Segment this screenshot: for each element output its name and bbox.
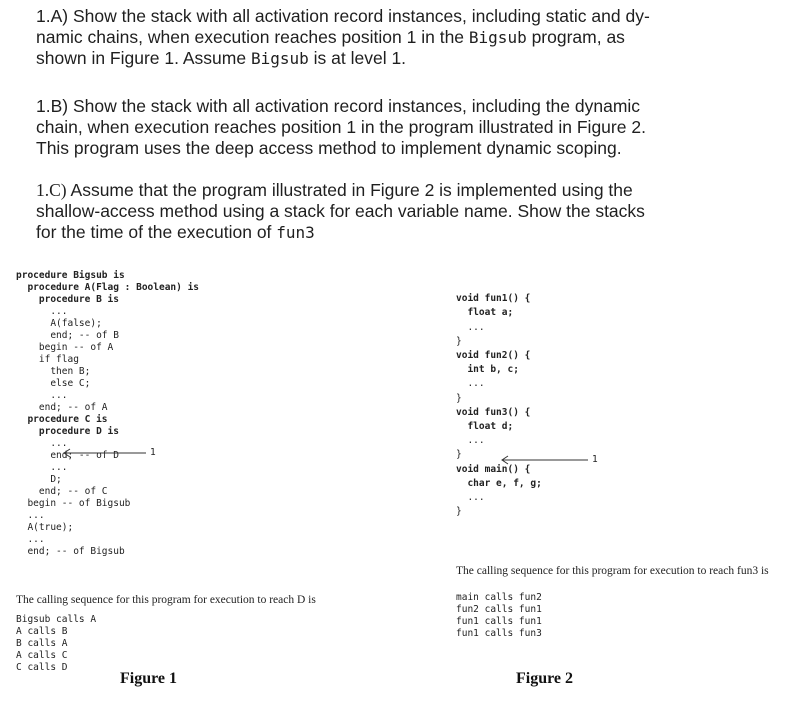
f1-line: ... xyxy=(16,534,45,545)
q1a-line-1: 1.A) Show the stack with all activation record instances, including static and dy- xyxy=(36,6,650,26)
f2-line: } xyxy=(456,392,462,404)
f1-line: procedure C is xyxy=(16,414,108,425)
f2-line: void fun1() { xyxy=(456,293,531,305)
f1-call: Bigsub calls A xyxy=(16,614,97,625)
q1a-line-3: shown in Figure 1. Assume Bigsub is at level 1. xyxy=(36,48,407,68)
question-1b xyxy=(36,96,726,159)
code-bigsub: Bigsub xyxy=(468,28,527,47)
f2-line: int b, c; xyxy=(456,364,519,376)
f1-line: ... xyxy=(16,306,68,317)
f1-line: D; xyxy=(16,474,62,485)
f1-call: A calls B xyxy=(16,626,68,637)
q1a-line-2: namic chains, when execution reaches position 1 in the Bigsub program, as xyxy=(36,27,625,47)
position-marker-fig2: 1 xyxy=(592,454,598,465)
f1-line: procedure D is xyxy=(16,426,119,437)
q1c-line-3: for the time of the execution of fun3 xyxy=(36,222,315,242)
f1-line: procedure A(Flag : Boolean) is xyxy=(16,282,200,293)
f2-line: ... xyxy=(456,321,485,333)
f1-line: begin -- of A xyxy=(16,342,114,353)
f2-call: main calls fun2 xyxy=(456,592,542,603)
f1-call: C calls D xyxy=(16,662,68,673)
f1-line: ... xyxy=(16,510,45,521)
f2-line: ... xyxy=(456,435,485,447)
f1-call: A calls C xyxy=(16,650,68,661)
f2-call: fun1 calls fun3 xyxy=(456,628,542,639)
f1-line: begin -- of Bigsub xyxy=(16,498,131,509)
f1-line: else C; xyxy=(16,378,91,389)
figure2-code xyxy=(456,278,542,548)
f1-line: procedure Bigsub is xyxy=(16,270,125,281)
q1c-line-2: shallow-access method using a stack for each variable name. Show the stacks xyxy=(36,201,645,221)
q1b-line-3: This program uses the deep access method to implement dynamic scoping. xyxy=(36,138,622,158)
f2-line: ... xyxy=(456,492,485,504)
f1-line: A(true); xyxy=(16,522,74,533)
f1-line: ... xyxy=(16,438,68,449)
f2-line: } xyxy=(456,449,462,461)
f1-line: then B; xyxy=(16,366,91,377)
f2-line: void fun2() { xyxy=(456,350,531,362)
f1-line: ... xyxy=(16,390,68,401)
f2-line: float d; xyxy=(456,421,514,433)
f2-call: fun1 calls fun1 xyxy=(456,616,542,627)
code-bigsub-2: Bigsub xyxy=(250,49,309,68)
figure2-calls xyxy=(456,592,542,640)
f2-call: fun2 calls fun1 xyxy=(456,604,542,615)
position-marker-fig1: 1 xyxy=(150,447,156,458)
q1c-line-1: 1.C) Assume that the program illustrated in Figure 2 is implemented using the xyxy=(36,180,633,200)
position-arrow-fig2 xyxy=(496,453,596,467)
f1-line: end; -- of Bigsub xyxy=(16,546,125,557)
q1b-line-1: 1.B) Show the stack with all activation record instances, including the dynamic xyxy=(36,96,641,116)
f2-line: void fun3() { xyxy=(456,406,531,418)
f2-line: } xyxy=(456,335,462,347)
f1-line: A(false); xyxy=(16,318,102,329)
f1-line: ... xyxy=(16,462,68,473)
question-1c xyxy=(36,180,726,243)
position-arrow-fig1 xyxy=(58,446,158,460)
f1-line: if flag xyxy=(16,354,79,365)
f2-line: ... xyxy=(456,378,485,390)
figure2-label: Figure 2 xyxy=(516,670,574,687)
f2-line: } xyxy=(456,506,462,518)
figure2-caption: The calling sequence for this program for execution to reach fun3 is xyxy=(456,565,769,577)
f1-line: end; -- of B xyxy=(16,330,119,341)
f1-line: end; -- of A xyxy=(16,402,108,413)
figure1-code xyxy=(16,258,199,582)
f1-line: end; -- of C xyxy=(16,486,108,497)
f1-call: B calls A xyxy=(16,638,68,649)
figure1-calls xyxy=(16,614,96,674)
figure1-caption: The calling sequence for this program for execution to reach D is xyxy=(16,594,316,606)
f1-line: procedure B is xyxy=(16,294,119,305)
question-1a xyxy=(36,6,726,69)
figure1-label: Figure 1 xyxy=(120,670,178,687)
q1b-line-2: chain, when execution reaches position 1 in the program illustrated in Figure 2. xyxy=(36,117,646,137)
f1-line: end; -- of D xyxy=(16,450,119,461)
code-fun3: fun3 xyxy=(276,223,315,242)
f2-line: float a; xyxy=(456,307,514,319)
f2-line: char e, f, g; xyxy=(456,477,542,489)
f2-line: void main() { xyxy=(456,463,531,475)
